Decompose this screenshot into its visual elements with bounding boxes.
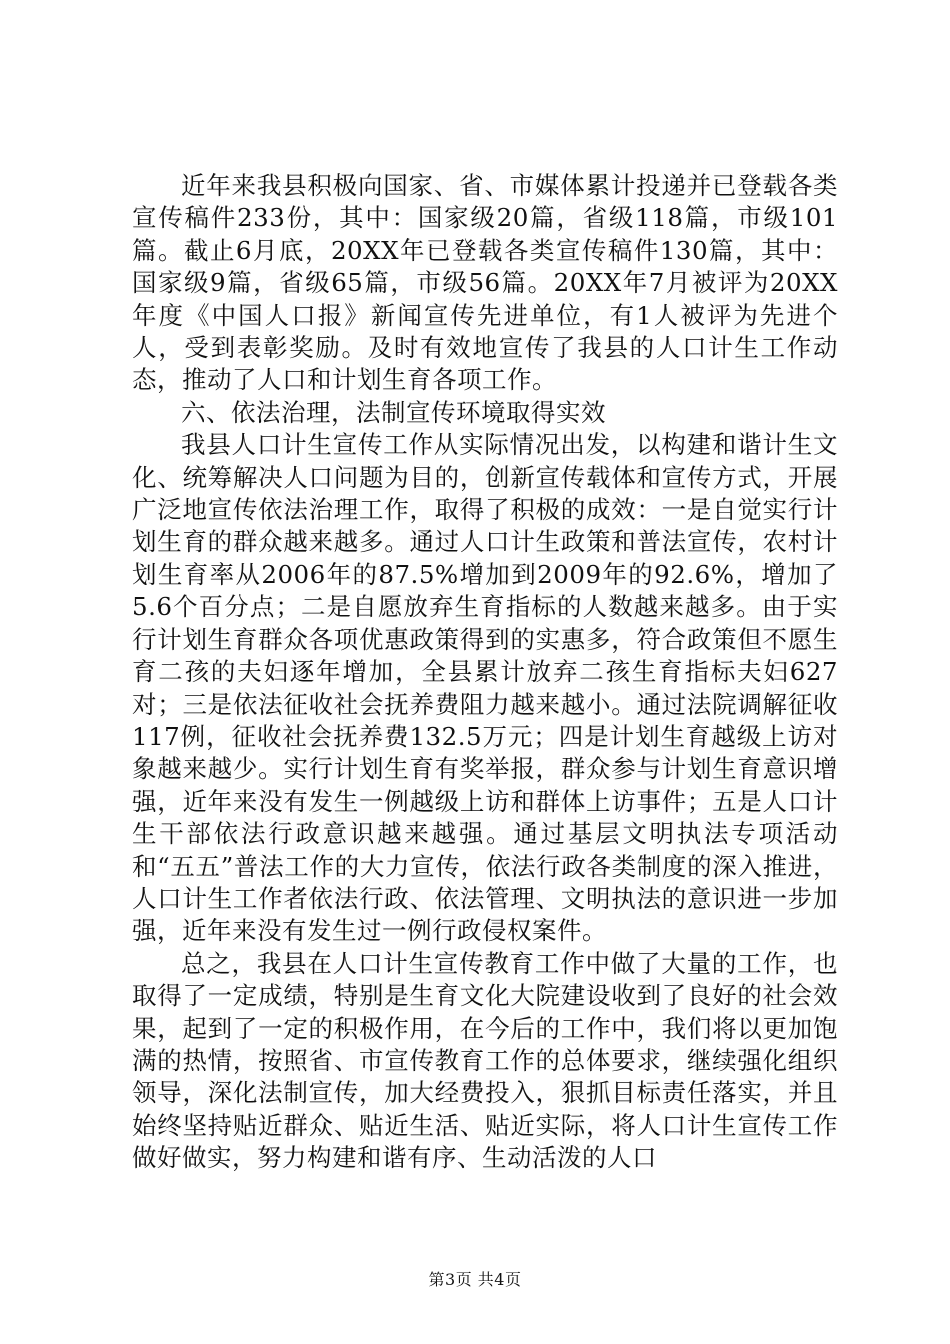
paragraph-law-governance: 我县人口计生宣传工作从实际情况出发，以构建和谐计生文化、统筹解决人口问题为目的，创新宣传载体和宣传方式，开展广泛地宣传依法治理工作，取得了积极的成效：一是自觉实行计划生育的群众越来越多。通过人口计生政策和普法宣传，农村计划生育率从2006年的87.5%增加到2009年的92.6%，增加了5.6个百分点；二是自愿放弃生育指标的人数越来越多。由于实行计划生育群众各项优惠政策得到的实惠多，符合政策但不愿生育二孩的夫妇逐年增加，全县累计放弃二孩生育指标夫妇627对；三是依法征收社会抚养费阻力越来越小。通过法院调解征收117例，征收社会抚养费132.5万元；四是计划生育越级上访对象越来越少。实行计划生育有奖举报，群众参与计划生育意识增强，近年来没有发生一例越级上访和群体上访事件；五是人口计生干部依法行政意识越来越强。通过基层文明执法专项活动和“五五”普法工作的大力宣传，依法行政各类制度的深入推进，人口计生工作者依法行政、依法管理、文明执法的意识进一步加强，近年来没有发生过一例行政侵权案件。 bbox=[132, 430, 838, 946]
paragraph-summary: 总之，我县在人口计生宣传教育工作中做了大量的工作，也取得了一定成绩，特别是生育文化大院建设收到了良好的社会效果，起到了一定的积极作用，在今后的工作中，我们将以更加饱满的热情，按照省、市宣传教育工作的总体要求，继续强化组织领导，深化法制宣传，加大经费投入，狠抓目标责任落实，并且始终坚持贴近群众、贴近生活、贴近实际，将人口计生宣传工作做好做实，努力构建和谐有序、生动活泼的人口 bbox=[132, 948, 838, 1173]
page-footer: 第3页 共4页 bbox=[428, 1270, 522, 1289]
section-heading-law-governance: 六、依法治理，法制宣传环境取得实效 bbox=[181, 397, 606, 427]
document-body bbox=[132, 170, 838, 1175]
paragraph-publicity-results: 近年来我县积极向国家、省、市媒体累计投递并已登载各类宣传稿件233份，其中：国家级20篇，省级118篇，市级101篇。截止6月底，20XX年已登载各类宣传稿件130篇，其中：国家级9篇，省级65篇，市级56篇。20XX年7月被评为20XX年度《中国人口报》新闻宣传先进单位，有1人被评为先进个人，受到表彰奖励。及时有效地宣传了我县的人口计生工作动态，推动了人口和计划生育各项工作。 bbox=[132, 171, 838, 395]
